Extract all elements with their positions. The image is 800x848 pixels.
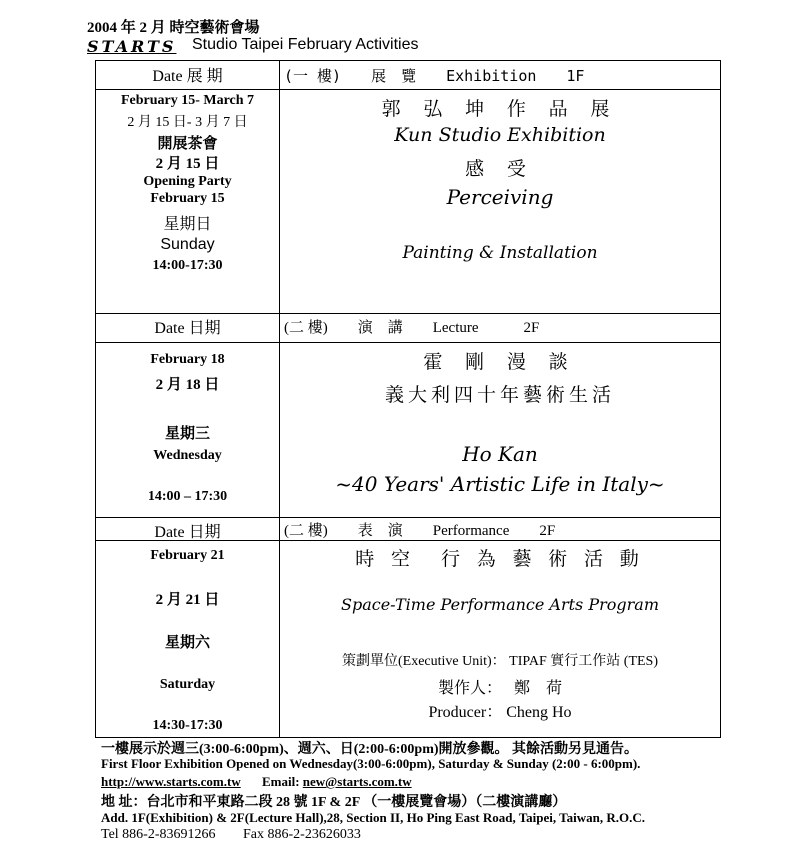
- footer-address-en: Add. 1F(Exhibition) & 2F(Lecture Hall),28, Section II, Ho Ping East Road, Taipei, Taiwan, R.O.C.: [101, 810, 646, 825]
- date-line: February 21: [150, 548, 225, 563]
- exhibition-en-title: Kun Studio Exhibition: [394, 124, 606, 146]
- footer-contact: [101, 774, 412, 790]
- date-line: 星期三: [164, 426, 210, 442]
- date-line: Sunday: [160, 236, 215, 253]
- date-line: Opening Party: [143, 174, 232, 189]
- footer-address-cn: 地 址：台北市和平東路二段 28 號 1F & 2F （一樓展覽會場）（二樓演講廳）: [101, 795, 567, 810]
- date-line: Wednesday: [153, 448, 222, 463]
- floor-header: (一 樓) 展 覽 Exhibition 1F: [284, 67, 585, 85]
- date-line: 14:00-17:30: [152, 258, 223, 273]
- lecture-en-title: Ho Kan: [462, 442, 538, 466]
- performance-en-title: Space-Time Performance Arts Program: [341, 595, 659, 614]
- date-line: 2 月 15 日- 3 月 7 日: [127, 115, 248, 130]
- date-line: 2 月 21 日: [155, 592, 220, 608]
- date-line: 14:30-17:30: [152, 718, 223, 733]
- lecture-cn-subtitle: 義大利四十年藝術生活: [384, 385, 615, 406]
- date-line: Saturday: [159, 677, 216, 692]
- date-line: February 15- March 7: [120, 93, 255, 108]
- date-line: 2 月 15 日: [155, 156, 220, 172]
- email-link[interactable]: new@starts.com.tw: [302, 774, 412, 789]
- date-header: Date 日期: [154, 320, 221, 337]
- tel-number: Tel 886-2-83691266: [101, 827, 216, 842]
- date-line: 星期日: [163, 216, 212, 233]
- exhibition-cn-subtitle: 感 受: [465, 159, 535, 180]
- exhibition-cn-title: 郭 弘 坤 作 品 展: [381, 99, 619, 120]
- fax-number: Fax 886-2-23626033: [243, 827, 361, 842]
- lecture-cn-title: 霍 剛 漫 談: [423, 352, 577, 373]
- date-line: 開展茶會: [157, 136, 218, 152]
- footer-hours-cn: 一樓展示於週三(3:00-6:00pm)、週六、日(2:00-6:00pm)開放參觀。 其餘活動另見通告。: [101, 742, 639, 757]
- date-line: 2 月 18 日: [155, 377, 220, 393]
- date-header: Date 展 期: [152, 68, 223, 85]
- email-label: Email:: [261, 774, 300, 789]
- website-link[interactable]: http://www.starts.com.tw: [101, 774, 241, 789]
- performance-cn-title: 時 空 行 為 藝 術 活 動: [355, 549, 645, 570]
- footer-phone: [101, 827, 361, 843]
- exhibition-en-subtitle: Perceiving: [446, 185, 554, 209]
- date-line: 星期六: [164, 635, 210, 651]
- date-header: Date 日期: [154, 524, 221, 541]
- floor-header: (二 樓) 演 講 Lecture 2F: [284, 320, 540, 336]
- date-line: February 18: [150, 352, 225, 367]
- page-subtitle: Studio Taipei February Activities: [192, 36, 419, 53]
- exhibition-medium: Painting & Installation: [402, 243, 598, 263]
- executive-unit: 策劃單位(Executive Unit)： TIPAF 實行工作站 (TES): [341, 654, 658, 669]
- starts-logo: STARTS: [87, 37, 177, 56]
- producer-cn: 製作人： 鄭 荷: [437, 680, 562, 697]
- lecture-en-subtitle: ~40 Years' Artistic Life in Italy~: [335, 472, 665, 496]
- floor-header: (二 樓) 表 演 Performance 2F: [284, 523, 556, 539]
- page-title: 2004 年 2 月 時空藝術會場: [87, 20, 260, 36]
- producer-en: Producer： Cheng Ho: [428, 704, 572, 721]
- footer-hours-en: First Floor Exhibition Opened on Wednesday(3:00-6:00pm), Saturday & Sunday (2:00 - 6:00pm).: [101, 756, 641, 771]
- date-line: 14:00 – 17:30: [147, 489, 228, 504]
- date-line: February 15: [150, 191, 225, 206]
